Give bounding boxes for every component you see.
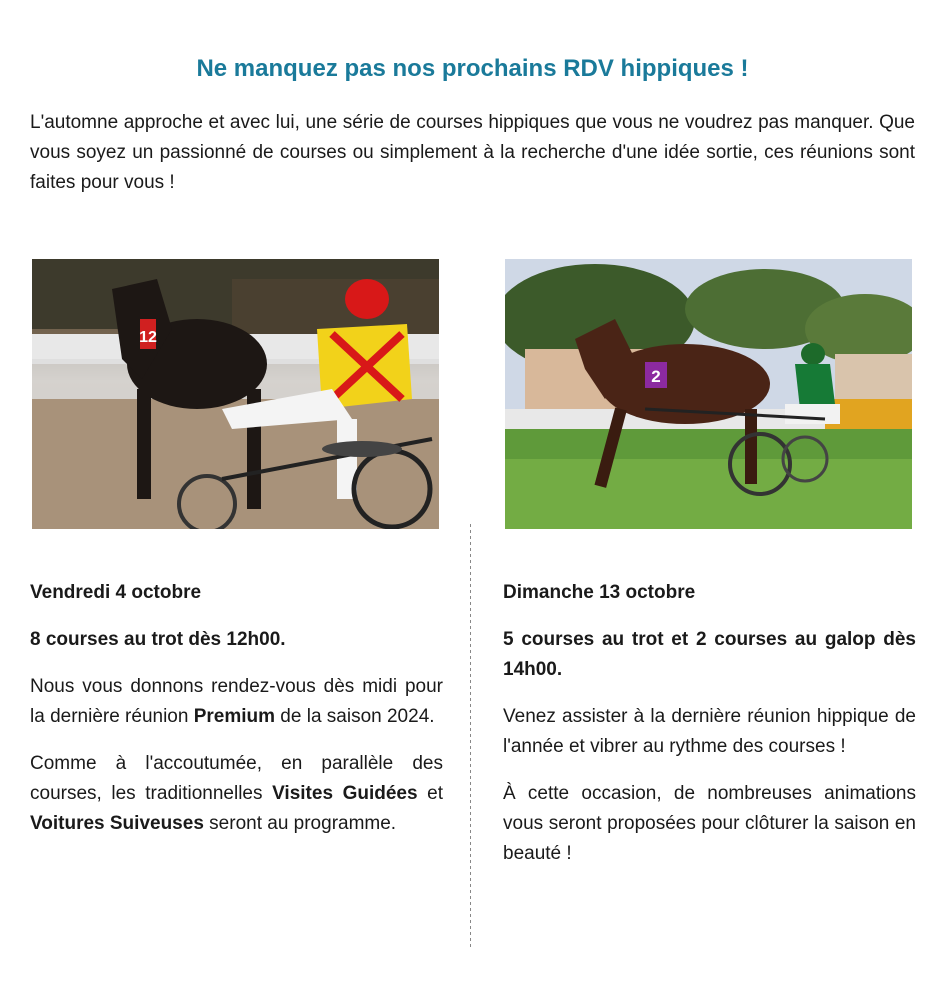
saddle-number: 2 (651, 367, 661, 386)
event-paragraph-1: Nous vous donnons rendez-vous dès midi pour la dernière réunion Premium de la saison 2024. (30, 676, 443, 727)
event-date: Dimanche 13 octobre (503, 582, 696, 603)
page-title: Ne manquez pas nos prochains RDV hippiques ! (196, 55, 749, 82)
saddle-number: 12 (139, 329, 157, 346)
event-paragraph-2: À cette occasion, de nombreuses animations vous seront proposées pour clôturer la saison en beauté ! (503, 783, 916, 864)
event-paragraph-1: Venez assister à la dernière réunion hippique de l'année et vibrer au rythme des courses ! (503, 706, 916, 757)
intro-paragraph: L'automne approche et avec lui, une série de courses hippiques que vous ne voudrez pas manquer. Que vous soyez un passionné de courses ou simplement à la recherche d'une idée sortie, ces réunions sont faites pour vous ! (30, 112, 915, 193)
event-races: 8 courses au trot dès 12h00. (30, 629, 286, 650)
event-races: 5 courses au trot et 2 courses au galop dès 14h00. (503, 629, 916, 680)
right-event-column (503, 578, 916, 886)
event-date: Vendredi 4 octobre (30, 582, 202, 603)
left-event-column (30, 578, 443, 856)
photo-trotting-horse-2 (505, 259, 912, 529)
column-divider (468, 524, 474, 948)
event-paragraph-2: Comme à l'accoutumée, en parallèle des courses, les traditionnelles Visites Guidées et Voitures Suiveuses seront au programme. (30, 753, 444, 834)
photo-trotting-horse-12 (32, 259, 439, 529)
